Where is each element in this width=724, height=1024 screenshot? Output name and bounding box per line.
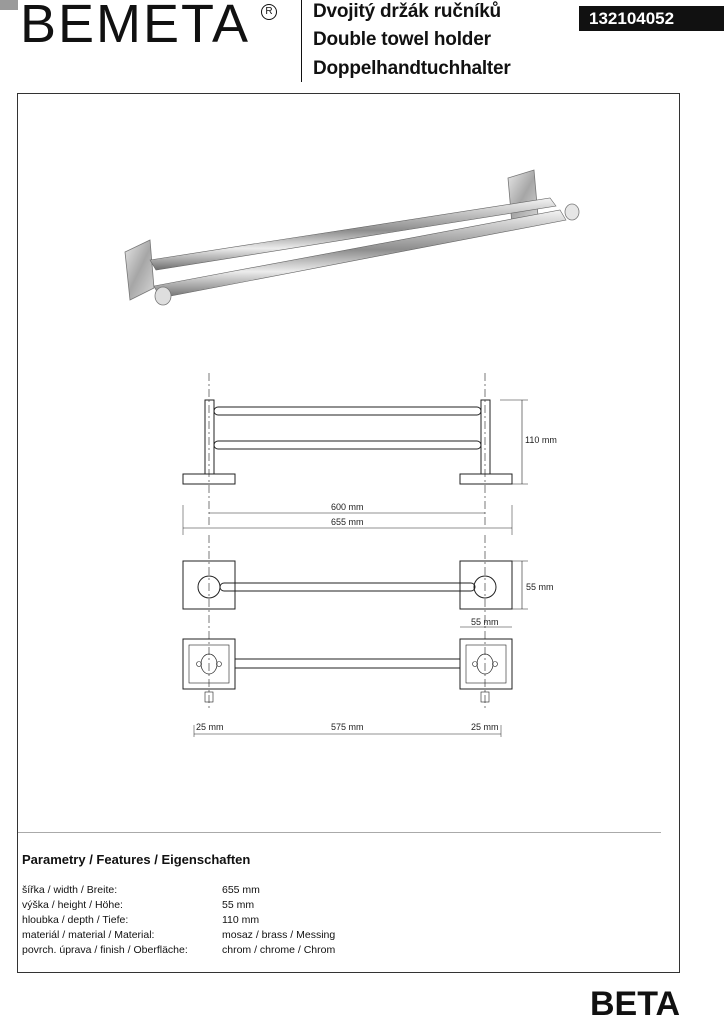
param-label: výška / height / Höhe: (22, 899, 123, 911)
param-value: 55 mm (222, 899, 255, 911)
height-dimension: 110 mm (525, 435, 557, 445)
brand-logo: BEMETA (20, 0, 251, 54)
params-heading: Parametry / Features / Eigenschaften (22, 852, 251, 867)
right-bracket-side (481, 400, 490, 474)
params-divider (18, 832, 661, 833)
technical-drawing (170, 365, 570, 765)
mount-spacing-dimension: 575 mm (331, 722, 364, 732)
bar-front (220, 583, 475, 591)
param-label: hloubka / depth / Tiefe: (22, 914, 129, 926)
outer-width-dimension: 655 mm (331, 517, 364, 527)
left-offset-dimension: 25 mm (196, 722, 224, 732)
registered-mark: R (261, 4, 277, 20)
inner-width-dimension: 600 mm (331, 502, 364, 512)
right-offset-dimension: 25 mm (471, 722, 499, 732)
right-base-side (460, 474, 512, 484)
series-name: BETA (590, 985, 681, 1023)
right-mount-plate (460, 639, 512, 689)
param-label: šířka / width / Breite: (22, 884, 118, 896)
plate-height-dimension: 55 mm (526, 582, 554, 592)
param-value: 110 mm (222, 914, 260, 926)
product-photo (110, 160, 600, 320)
product-code: 132104052 (579, 6, 724, 31)
right-plate-front (460, 561, 512, 609)
param-label: povrch. úprava / finish / Oberfläche: (22, 944, 188, 956)
logo-mark (0, 0, 18, 10)
param-label: materiál / material / Material: (22, 929, 155, 941)
param-value: chrom / chrome / Chrom (222, 944, 336, 956)
param-value: 655 mm (222, 884, 260, 896)
title-english: Double towel holder (313, 29, 491, 50)
upper-bar-side (214, 407, 481, 415)
title-german: Doppelhandtuchhalter (313, 58, 511, 79)
header-divider (301, 0, 302, 82)
lower-bar-side (214, 441, 481, 449)
left-bracket-side (205, 400, 214, 474)
plate-width-dimension: 55 mm (471, 617, 499, 627)
param-value: mosaz / brass / Messing (222, 929, 336, 941)
title-czech: Dvojitý držák ručníků (313, 1, 501, 22)
bar-mount-view (235, 659, 460, 668)
